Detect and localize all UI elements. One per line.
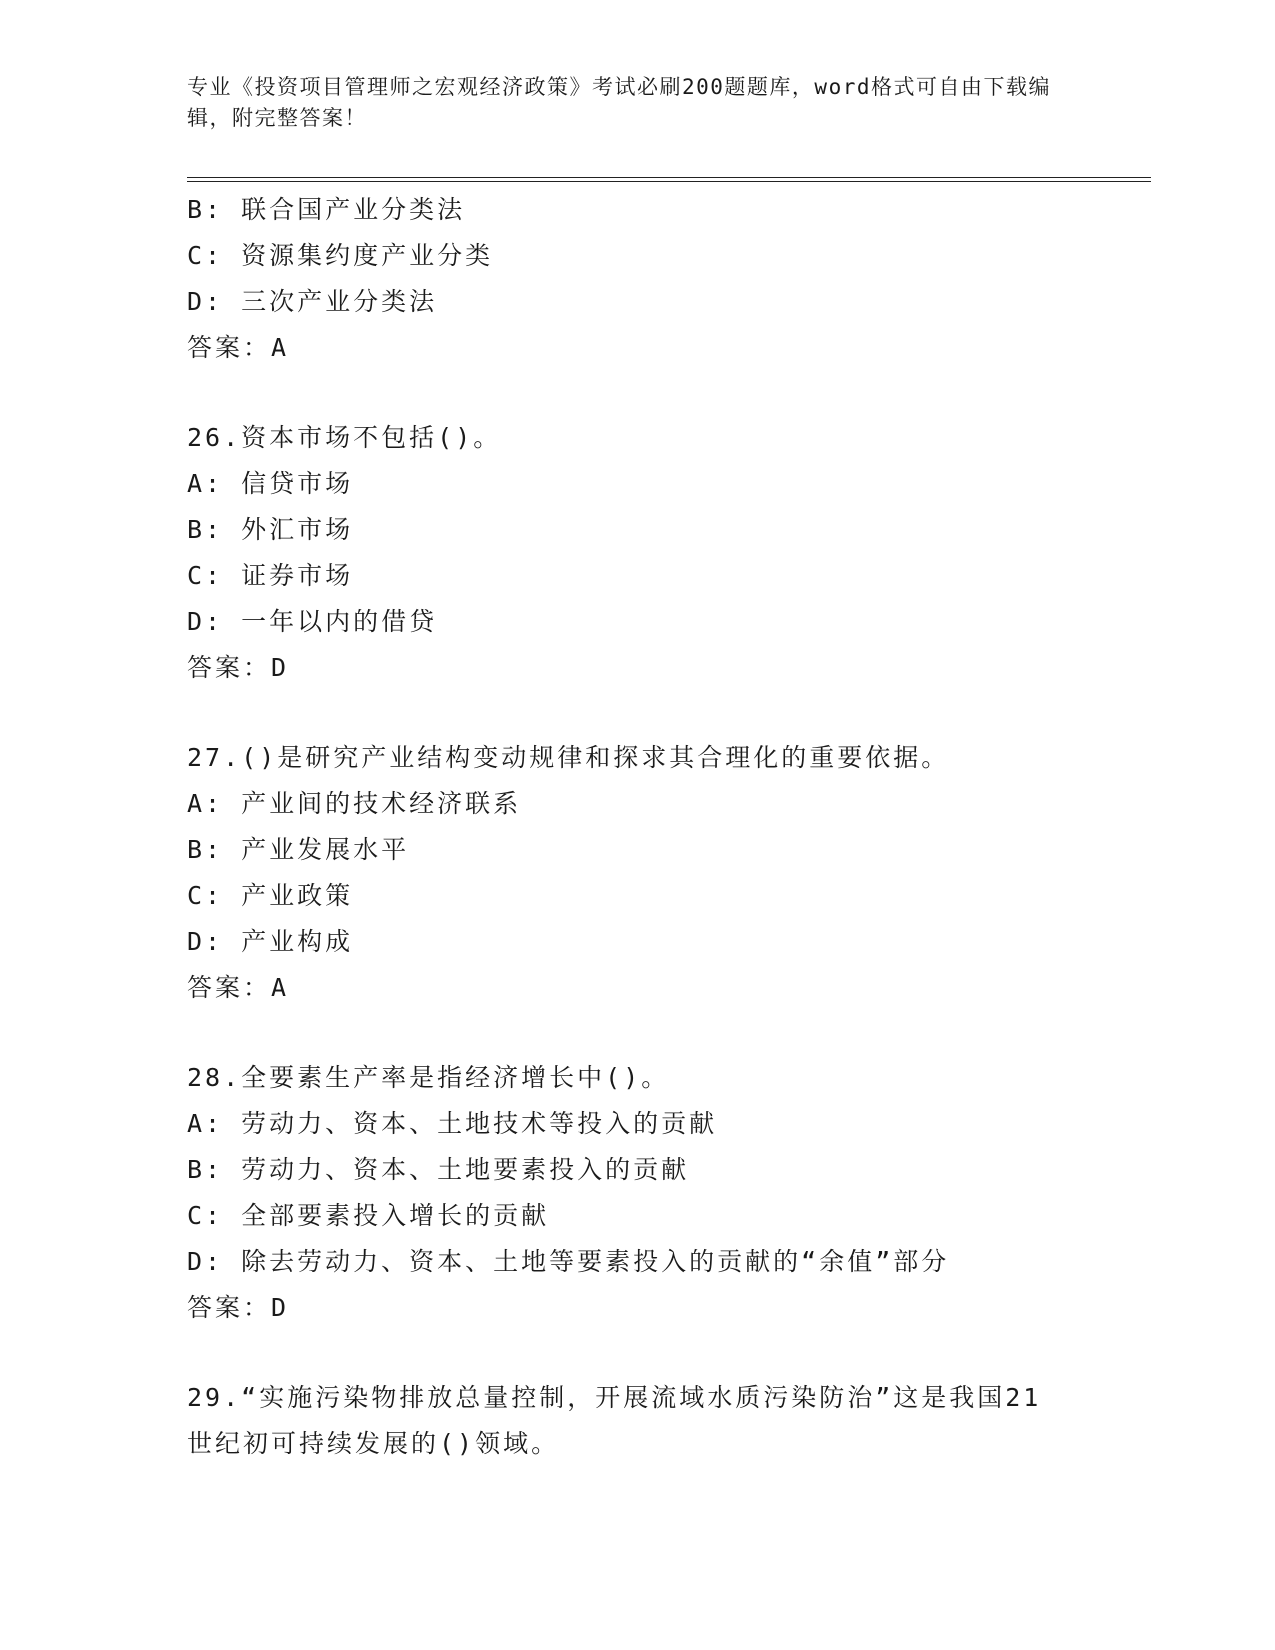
option-c: C: 产业政策 xyxy=(187,881,354,910)
option-a: A: 产业间的技术经济联系 xyxy=(187,789,522,818)
answer: 答案：A xyxy=(187,333,290,362)
answer: 答案：D xyxy=(187,653,290,682)
document-header: 专业《投资项目管理师之宏观经济政策》考试必刷200题题库，word格式可自由下载编辑，附完整答案！ xyxy=(187,75,1051,130)
spacer xyxy=(187,1011,1147,1055)
option-d: D: 产业构成 xyxy=(187,927,354,956)
option-b: B: 联合国产业分类法 xyxy=(187,195,466,224)
question-26 xyxy=(187,415,1147,691)
option-a: A: 信贷市场 xyxy=(187,469,354,498)
answer: 答案：D xyxy=(187,1293,290,1322)
option-d: D: 一年以内的借贷 xyxy=(187,607,438,636)
header-divider xyxy=(187,177,1151,182)
spacer xyxy=(187,1331,1147,1375)
option-b: B: 外汇市场 xyxy=(187,515,354,544)
question-stem: 29.“实施污染物排放总量控制，开展流域水质污染防治”这是我国21世纪初可持续发展的()领域。 xyxy=(187,1383,1042,1458)
question-stem: 28.全要素生产率是指经济增长中()。 xyxy=(187,1063,670,1092)
option-c: C: 资源集约度产业分类 xyxy=(187,241,494,270)
question-29 xyxy=(187,1375,1147,1467)
spacer xyxy=(187,691,1147,735)
option-c: C: 全部要素投入增长的贡献 xyxy=(187,1201,550,1230)
option-c: C: 证券市场 xyxy=(187,561,354,590)
question-28 xyxy=(187,1055,1147,1331)
question-25-continued xyxy=(187,187,1147,371)
question-27 xyxy=(187,735,1147,1011)
option-b: B: 劳动力、资本、土地要素投入的贡献 xyxy=(187,1155,690,1184)
question-stem: 27.()是研究产业结构变动规律和探求其合理化的重要依据。 xyxy=(187,743,950,772)
document-content xyxy=(187,187,1147,1467)
spacer xyxy=(187,371,1147,415)
option-d: D: 除去劳动力、资本、土地等要素投入的贡献的“余值”部分 xyxy=(187,1247,950,1276)
question-stem: 26.资本市场不包括()。 xyxy=(187,423,502,452)
answer: 答案：A xyxy=(187,973,290,1002)
option-a: A: 劳动力、资本、土地技术等投入的贡献 xyxy=(187,1109,718,1138)
option-d: D: 三次产业分类法 xyxy=(187,287,438,316)
option-b: B: 产业发展水平 xyxy=(187,835,410,864)
